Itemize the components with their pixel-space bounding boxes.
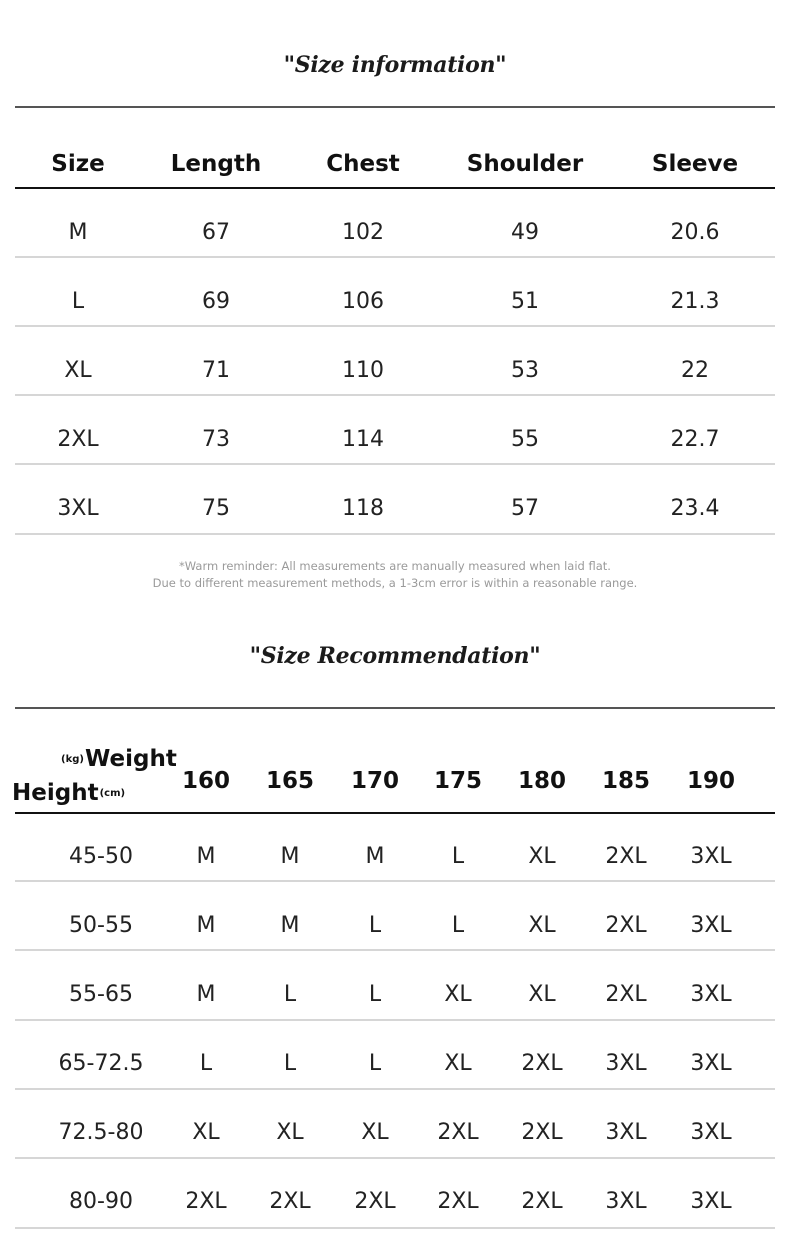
row-divider: [15, 463, 775, 465]
size-cell: M: [280, 913, 300, 938]
height-column-header: 180: [517, 768, 567, 794]
recommendation-header-rule: [15, 812, 775, 814]
size-cell: M: [196, 844, 216, 869]
size-cell: 2XL: [605, 844, 647, 869]
size-cell: L: [199, 1051, 213, 1076]
sleeve-cell: 21.3: [670, 289, 720, 314]
weight-range-cell: 45-50: [69, 844, 133, 869]
size-cell: L: [368, 1051, 382, 1076]
size-cell: 2XL: [269, 1189, 311, 1214]
size-cell: 2XL: [57, 427, 99, 452]
size-cell: L: [71, 289, 85, 314]
height-unit: (cm): [99, 788, 126, 799]
recommendation-title: "Size Recommendation": [249, 643, 541, 669]
size-cell: 3XL: [690, 844, 732, 869]
weight-label: Weight: [84, 746, 177, 772]
shoulder-header: Shoulder: [466, 151, 584, 177]
size-cell: 3XL: [57, 496, 99, 521]
size-cell: 3XL: [605, 1120, 647, 1145]
size-cell: L: [451, 844, 465, 869]
row-divider: [15, 1088, 775, 1090]
height-column-header: 160: [181, 768, 231, 794]
sleeve-cell: 20.6: [670, 220, 720, 245]
weight-range-cell: 72.5-80: [58, 1120, 144, 1145]
row-divider: [15, 880, 775, 882]
size-cell: 2XL: [521, 1120, 563, 1145]
height-axis-label: [12, 780, 126, 806]
weight-axis-label: [60, 746, 177, 772]
height-column-header: 170: [350, 768, 400, 794]
size-cell: XL: [192, 1120, 220, 1145]
size-cell: 3XL: [605, 1051, 647, 1076]
length-cell: 73: [202, 427, 230, 452]
size-cell: M: [68, 220, 88, 245]
weight-unit: (kg): [61, 754, 84, 765]
size-cell: 3XL: [605, 1189, 647, 1214]
row-divider: [15, 533, 775, 535]
size-cell: M: [196, 982, 216, 1007]
size-cell: M: [196, 913, 216, 938]
sleeve-header: Sleeve: [651, 151, 739, 177]
size-cell: 2XL: [521, 1189, 563, 1214]
weight-range-cell: 55-65: [69, 982, 133, 1007]
length-cell: 71: [202, 358, 230, 383]
row-divider: [15, 1157, 775, 1159]
size-cell: 3XL: [690, 1189, 732, 1214]
size-cell: XL: [276, 1120, 304, 1145]
note-line-1: *Warm reminder: All measurements are manually measured when laid flat.: [179, 559, 611, 573]
chest-cell: 118: [342, 496, 384, 521]
size-cell: 2XL: [437, 1120, 479, 1145]
size-cell: L: [368, 982, 382, 1007]
size-cell: XL: [444, 1051, 472, 1076]
size-cell: 2XL: [354, 1189, 396, 1214]
shoulder-cell: 57: [511, 496, 539, 521]
weight-range-cell: 65-72.5: [58, 1051, 144, 1076]
size-cell: L: [283, 1051, 297, 1076]
size-cell: 2XL: [437, 1189, 479, 1214]
chest-cell: 110: [342, 358, 384, 383]
weight-range-cell: 80-90: [69, 1189, 133, 1214]
height-column-header: 185: [601, 768, 651, 794]
length-header: Length: [170, 151, 262, 177]
size-cell: L: [451, 913, 465, 938]
size-cell: L: [283, 982, 297, 1007]
size-cell: 2XL: [185, 1189, 227, 1214]
size-info-title: "Size information": [283, 52, 507, 78]
length-cell: 75: [202, 496, 230, 521]
shoulder-cell: 51: [511, 289, 539, 314]
size-cell: 3XL: [690, 913, 732, 938]
height-label: Height: [12, 780, 99, 806]
shoulder-cell: 53: [511, 358, 539, 383]
row-divider: [15, 394, 775, 396]
size-cell: XL: [444, 982, 472, 1007]
height-column-header: 190: [686, 768, 736, 794]
size-cell: 2XL: [605, 913, 647, 938]
measurement-note: [0, 558, 790, 592]
chest-cell: 106: [342, 289, 384, 314]
row-divider: [15, 1019, 775, 1021]
shoulder-cell: 49: [511, 220, 539, 245]
sleeve-cell: 23.4: [670, 496, 720, 521]
note-line-2: Due to different measurement methods, a 1-3cm error is within a reasonable range.: [152, 576, 638, 590]
size-cell: XL: [528, 844, 556, 869]
size-info-header-rule: [15, 187, 775, 189]
row-divider: [15, 1227, 775, 1229]
size-cell: 3XL: [690, 1051, 732, 1076]
sleeve-cell: 22.7: [670, 427, 720, 452]
size-cell: L: [368, 913, 382, 938]
shoulder-cell: 55: [511, 427, 539, 452]
size-cell: 3XL: [690, 982, 732, 1007]
size-cell: XL: [528, 982, 556, 1007]
size-info-top-rule: [15, 106, 775, 108]
recommendation-top-rule: [15, 707, 775, 709]
size-cell: 2XL: [605, 982, 647, 1007]
row-divider: [15, 256, 775, 258]
size-cell: XL: [528, 913, 556, 938]
chest-header: Chest: [326, 151, 400, 177]
size-cell: M: [365, 844, 385, 869]
weight-range-cell: 50-55: [69, 913, 133, 938]
length-cell: 69: [202, 289, 230, 314]
height-column-header: 165: [265, 768, 315, 794]
size-header: Size: [51, 151, 105, 177]
row-divider: [15, 949, 775, 951]
size-cell: XL: [64, 358, 92, 383]
row-divider: [15, 325, 775, 327]
length-cell: 67: [202, 220, 230, 245]
height-column-header: 175: [433, 768, 483, 794]
sleeve-cell: 22: [681, 358, 709, 383]
size-cell: M: [280, 844, 300, 869]
size-cell: 3XL: [690, 1120, 732, 1145]
chest-cell: 102: [342, 220, 384, 245]
chest-cell: 114: [342, 427, 384, 452]
size-cell: 2XL: [521, 1051, 563, 1076]
size-cell: XL: [361, 1120, 389, 1145]
